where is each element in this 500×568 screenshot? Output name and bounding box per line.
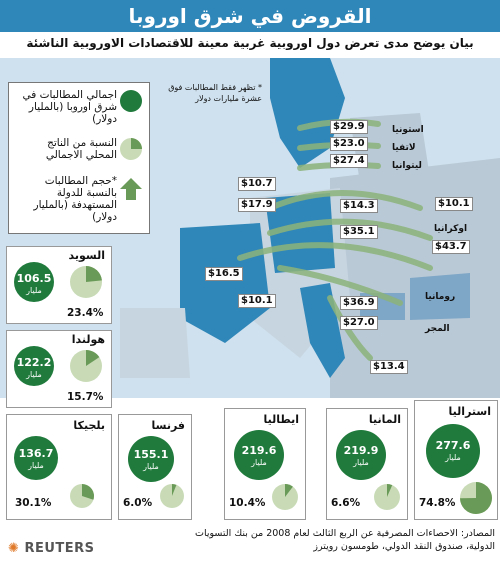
country-label-hungary: المجر (425, 324, 450, 334)
country-label-latvia: لاتفيا (392, 143, 416, 153)
gdp-percent: 74.8% (419, 497, 456, 509)
creditor-value: 219.6 (241, 444, 277, 457)
legend-dark-circle-icon (119, 89, 143, 113)
flow-label: $23.0 (330, 137, 368, 151)
legend-arrow-icon (119, 177, 143, 201)
legend-claims-size: *حجم المطالبات بالنسبة للدولة المستهدفة (بالمليار دولار) (33, 175, 117, 223)
brand-name: REUTERS (24, 541, 95, 556)
flow-label: $27.4 (330, 154, 368, 168)
page-title: القروض في شرق اوروبا (128, 4, 372, 28)
creditor-value: 277.6 (435, 439, 471, 452)
creditor-name: فرنسا (151, 419, 185, 432)
country-label-ukraine: اوكرانيا (434, 224, 468, 234)
note: * تظهر فقط المطالبات فوق عشرة مليارات دولار (168, 83, 262, 103)
creditor-box-germany (326, 408, 408, 520)
legend-total-claims: اجمالي المطالبات في شرق اوروبا (بالمليار دولار) (22, 89, 117, 125)
creditor-unit: مليار (28, 461, 44, 470)
flow-label: $17.9 (238, 198, 276, 212)
creditor-name: هولندا (71, 333, 105, 346)
gdp-pie (459, 481, 493, 515)
flow-label: $16.5 (205, 267, 243, 281)
flow-label: $43.7 (432, 240, 470, 254)
brand-logo (8, 541, 95, 556)
flow-label: $10.7 (238, 177, 276, 191)
gdp-pie (159, 483, 185, 509)
creditor-value: 155.1 (133, 448, 169, 461)
creditor-unit: مليار (251, 458, 267, 467)
flow-label: $27.0 (340, 316, 378, 330)
country-label-lithuania: ليتوانيا (392, 161, 422, 171)
flow-label: $10.1 (238, 294, 276, 308)
spain-land (120, 308, 190, 378)
gdp-percent: 6.6% (331, 497, 361, 509)
creditor-value: 136.7 (18, 447, 54, 460)
creditor-value: 122.2 (16, 356, 52, 369)
creditor-value: 106.5 (16, 272, 52, 285)
flow-label: $29.9 (330, 120, 368, 134)
gdp-percent: 23.4% (67, 307, 104, 319)
flow-label: $10.1 (435, 197, 473, 211)
gdp-pie (373, 483, 401, 511)
gdp-percent: 30.1% (15, 497, 52, 509)
creditor-unit: مليار (353, 458, 369, 467)
flow-label: $13.4 (370, 360, 408, 374)
creditor-name: ايطاليا (263, 413, 299, 426)
gdp-percent: 6.0% (123, 497, 153, 509)
creditor-name: السويد (68, 249, 105, 262)
gdp-pie (69, 349, 103, 383)
creditor-box-belgium (6, 414, 112, 520)
country-label-estonia: استونيا (392, 125, 424, 135)
flow-label: $14.3 (340, 199, 378, 213)
creditor-box-sweden (6, 246, 112, 324)
reuters-dot-icon: ✺ (8, 541, 20, 556)
legend-pie-icon (119, 137, 143, 161)
source-note: المصادر: الاحصاءات المصرفية عن الربع الثالث لعام 2008 من بنك التسويات الدولية، صندوق النقد الدولي، طومسون رويترز (195, 528, 495, 552)
legend (8, 82, 150, 234)
creditor-box-italy (224, 408, 306, 520)
creditor-unit: مليار (445, 453, 461, 462)
creditor-unit: مليار (143, 462, 159, 471)
gdp-percent: 15.7% (67, 391, 104, 403)
creditor-box-france (118, 414, 192, 520)
legend-gdp-share: النسبة من الناتج المحلي الاجمالي (45, 137, 117, 161)
creditor-unit: مليار (26, 370, 42, 379)
gdp-pie (271, 483, 299, 511)
flow-label: $36.9 (340, 296, 378, 310)
creditor-name: المانيا (368, 413, 401, 426)
gdp-percent: 10.4% (229, 497, 266, 509)
flow-label: $35.1 (340, 225, 378, 239)
creditor-name: بلجيكا (73, 419, 105, 432)
subtitle: بيان يوضح مدى تعرض دول اوروبية غربية معينة للاقتصادات الاوروبية الناشئة (26, 36, 474, 50)
creditor-unit: مليار (26, 286, 42, 295)
creditor-name: استراليا (448, 405, 491, 418)
creditor-box-austria (414, 400, 498, 520)
gdp-pie (69, 483, 95, 509)
creditor-value: 219.9 (343, 444, 379, 457)
country-label-romania: رومانيا (425, 292, 456, 302)
pie-slice (86, 266, 102, 282)
creditor-box-netherlands (6, 330, 112, 408)
gdp-pie (69, 265, 103, 299)
